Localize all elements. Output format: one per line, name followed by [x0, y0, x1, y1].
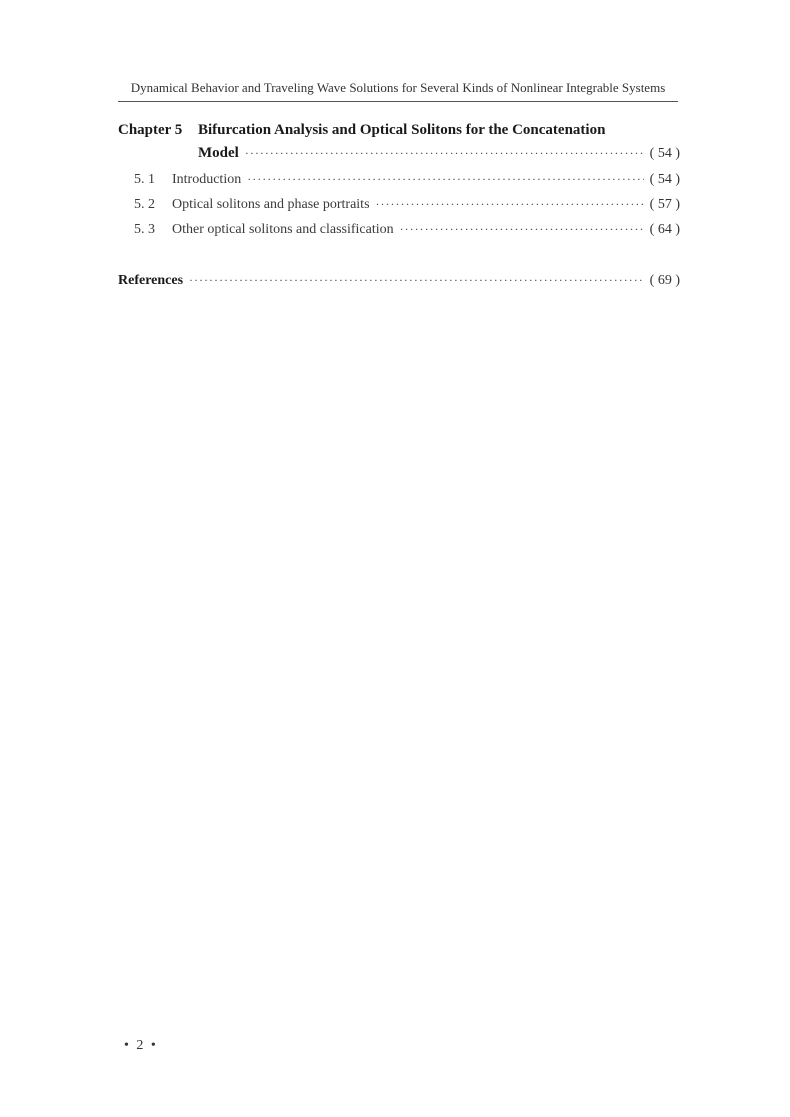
section-page-ref: ( 64 )	[649, 222, 680, 237]
dot-leader	[376, 192, 644, 216]
dot-leader	[245, 140, 644, 166]
toc-entry-section-5-2[interactable]	[118, 192, 680, 217]
section-number: 5. 2	[134, 197, 155, 212]
running-header: Dynamical Behavior and Traveling Wave Solutions for Several Kinds of Nonlinear Integrable Systems	[130, 80, 666, 95]
section-title: Other optical solitons and classification	[172, 222, 394, 237]
page-number: • 2 •	[124, 1038, 158, 1053]
toc-entry-section-5-1[interactable]	[118, 167, 680, 192]
chapter-title-line2: Model	[198, 145, 239, 161]
references-label: References	[118, 273, 184, 288]
chapter-number: Chapter 5	[118, 122, 183, 138]
chapter-page-ref: ( 54 )	[649, 146, 680, 161]
dot-leader	[247, 167, 643, 191]
references-page-ref: ( 69 )	[649, 273, 680, 288]
header-rule	[118, 101, 678, 102]
section-page-ref: ( 57 )	[649, 197, 680, 212]
section-title: Optical solitons and phase portraits	[172, 197, 370, 212]
section-page-ref: ( 54 )	[649, 172, 680, 187]
section-number: 5. 3	[134, 222, 155, 237]
toc-entry-section-5-3[interactable]	[118, 217, 680, 242]
dot-leader	[400, 217, 644, 241]
chapter-title-continuation[interactable]	[118, 140, 680, 167]
chapter-heading	[118, 120, 680, 140]
section-number: 5. 1	[134, 172, 155, 187]
dot-leader	[189, 268, 644, 292]
toc-entry-references[interactable]	[118, 268, 680, 293]
section-title: Introduction	[172, 172, 242, 187]
chapter-title-line1: Bifurcation Analysis and Optical Solitons for the Concatenation	[198, 122, 606, 138]
table-of-contents	[118, 120, 680, 293]
